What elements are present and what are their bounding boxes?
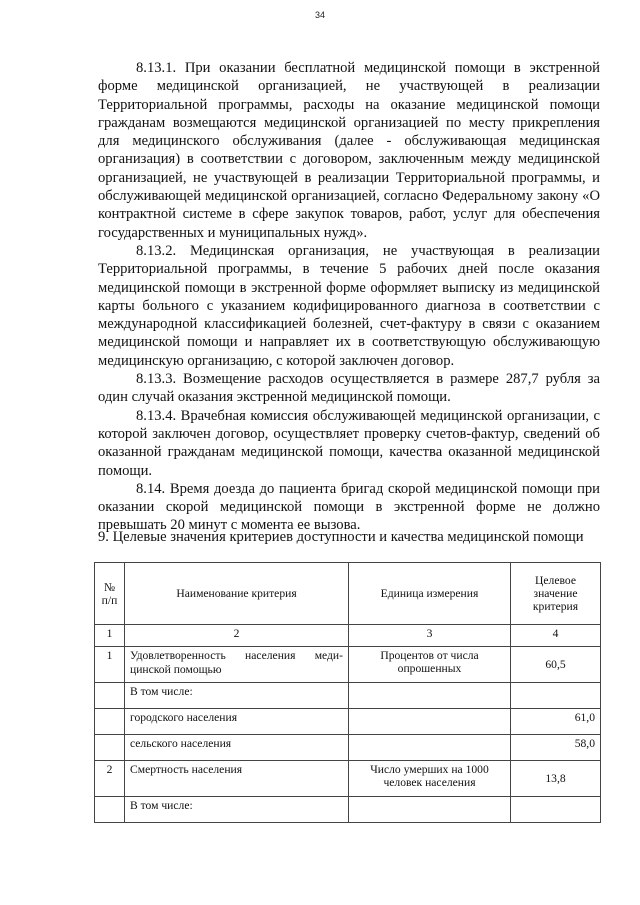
row-num: 1 <box>95 647 125 683</box>
colnum-2: 2 <box>125 625 349 647</box>
section-title: 9. Целевые значения критериев доступности и качества медицинской помощи <box>98 529 584 545</box>
row-num: 2 <box>95 761 125 797</box>
paragraph-8-13-1: 8.13.1. При оказании бесплатной медицинской помощи в экстренной форме медицинской организацией, не участвующей в реализации Территориальной программы, расходы на оказание медицинской помощи гражданам возмещаются медицинской организацией по месту прикрепления для медицинского обслуживания (далее - обслуживающая медицинская организация) в соответствии с договором, заключенным между медицинской организацией, не участвующей в реализации Территориальной программы, и обслуживающей медицинской организацией, согласно Федеральному закону «О контрактной системе в сфере закупок товаров, работ, услуг для обеспечения государственных и муниципальных нужд». <box>98 60 600 241</box>
criterion-value <box>511 683 601 709</box>
row-num <box>95 797 125 823</box>
table-row <box>95 761 601 797</box>
criterion-value <box>511 797 601 823</box>
paragraph-8-13-2: 8.13.2. Медицинская организация, не участвующая в реализации Территориальной программы, в течение 5 рабочих дней после оказания медицинской помощи в экстренной форме оформляет выписку из медицинской карты больного с указанием кодифицированного диагноза в соответствии с международной классификацией болезней, счет-фактуру в связи с оказанием медицинской помощи и направляет их в соответствующую обслуживающую медицинскую организацию, с которой заключен договор. <box>98 242 600 369</box>
colnum-1: 1 <box>95 625 125 647</box>
criterion-name: Удовлетворенность населения меди-цинской помощью <box>125 647 349 683</box>
criterion-name: Смертность населения <box>125 761 349 797</box>
paragraph-8-13-3: 8.13.3. Возмещение расходов осуществляется в размере 287,7 рубля за один случай оказания экстренной медицинской помощи. <box>98 371 600 406</box>
table-row <box>95 647 601 683</box>
table-header-row <box>95 563 601 625</box>
criterion-value: 13,8 <box>511 761 601 797</box>
header-target: Целевое значение критерия <box>511 563 601 625</box>
row-num <box>95 683 125 709</box>
criterion-value: 61,0 <box>511 709 601 735</box>
column-number-row <box>95 625 601 647</box>
criterion-value: 58,0 <box>511 735 601 761</box>
criterion-name: В том числе: <box>125 683 349 709</box>
paragraph-8-14: 8.14. Время доезда до пациента бригад скорой медицинской помощи при оказании скорой медицинской помощи в экстренной форме не должно превышать 20 минут с момента ее вызова. <box>98 480 600 534</box>
colnum-4: 4 <box>511 625 601 647</box>
criterion-unit <box>349 683 511 709</box>
table-row <box>95 797 601 823</box>
criterion-name: городского населения <box>125 709 349 735</box>
criterion-unit <box>349 709 511 735</box>
header-unit: Единица измерения <box>349 563 511 625</box>
body-text <box>98 59 600 535</box>
table-row <box>95 735 601 761</box>
row-num <box>95 709 125 735</box>
colnum-3: 3 <box>349 625 511 647</box>
criteria-table <box>94 562 601 823</box>
criterion-name: сельского населения <box>125 735 349 761</box>
header-name: Наименование критерия <box>125 563 349 625</box>
criterion-unit <box>349 797 511 823</box>
criterion-name: В том числе: <box>125 797 349 823</box>
paragraph-8-13-4: 8.13.4. Врачебная комиссия обслуживающей медицинской организации, с которой заключен договор, осуществляет проверку счетов-фактур, сведений об оказанной гражданам медицинской помощи, качества оказанной медицинской помощи. <box>98 407 600 479</box>
row-num <box>95 735 125 761</box>
criterion-unit <box>349 735 511 761</box>
criterion-value: 60,5 <box>511 647 601 683</box>
table-row <box>95 709 601 735</box>
header-num: № п/п <box>95 563 125 625</box>
criterion-unit: Процентов от числа опрошенных <box>349 647 511 683</box>
criterion-unit: Число умерших на 1000 человек населения <box>349 761 511 797</box>
page-number: 34 <box>314 10 325 20</box>
table-row <box>95 683 601 709</box>
